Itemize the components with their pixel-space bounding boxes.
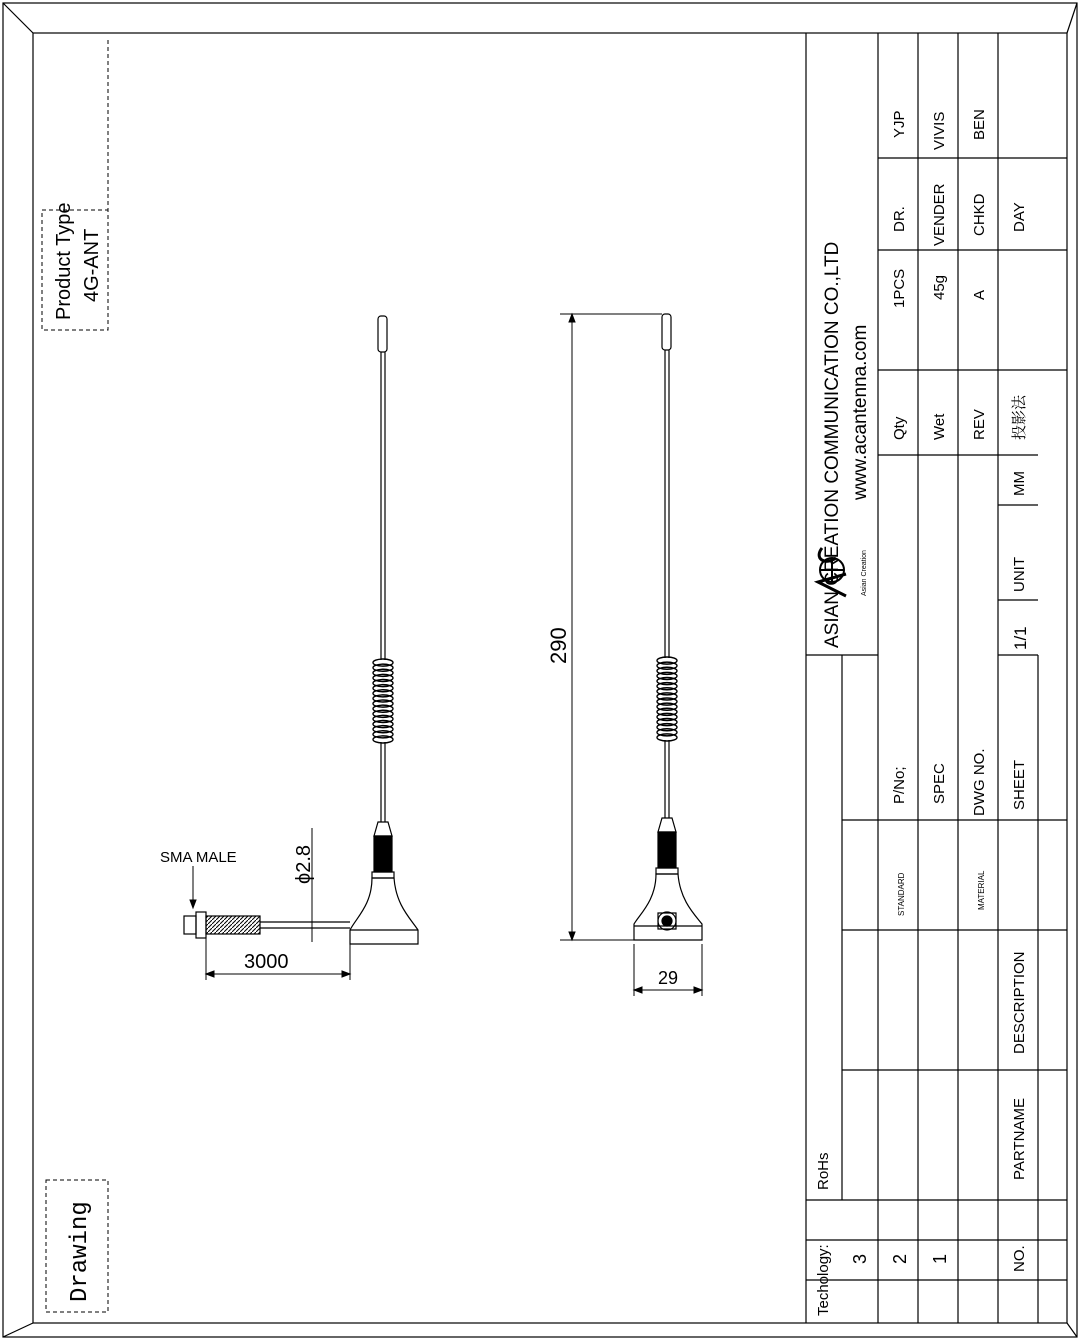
coil-left — [373, 659, 393, 743]
partname-label: PARTNAME — [1011, 1098, 1028, 1180]
dr-label: DR. — [891, 206, 908, 232]
product-type-box — [42, 40, 108, 330]
unit-label: UNIT — [1011, 557, 1028, 592]
connector-label: SMA MALE — [160, 849, 237, 866]
drawing-label: Drawing — [67, 1201, 94, 1302]
projection-label: 投影法 — [1011, 394, 1028, 440]
chkd-label: CHKD — [971, 193, 988, 236]
sheet-frame — [3, 3, 1077, 1337]
coil-turn — [373, 736, 393, 743]
row-2: 2 — [890, 1253, 910, 1264]
techology-value: RoHs — [815, 1152, 832, 1190]
qty-label: Qty — [891, 416, 908, 440]
chkd-value: BEN — [971, 109, 988, 140]
cable-diameter-label: ϕ2.8 — [293, 844, 315, 884]
base-diameter-label: 29 — [658, 968, 679, 988]
rev-value: A — [971, 289, 988, 300]
dr-value: YJP — [891, 110, 908, 138]
dwg-label: DWG NO. — [971, 748, 988, 816]
material-label: MATERIAL — [977, 870, 986, 910]
rev-label: REV — [971, 409, 988, 440]
spec-label: SPEC — [931, 763, 948, 804]
sheet-value: 1/1 — [1011, 626, 1030, 650]
sheet-label: SHEET — [1011, 759, 1028, 810]
vender-value: VIVIS — [931, 111, 948, 150]
day-label: DAY — [1011, 202, 1028, 232]
cable-length-label: 3000 — [244, 951, 289, 973]
product-type-value: 4G-ANT — [81, 228, 103, 302]
product-type-label: Product Type — [53, 202, 75, 320]
coil-right — [657, 657, 677, 741]
vender-label: VENDER — [931, 183, 948, 246]
qty-value: 1PCS — [891, 268, 908, 308]
drawing-label-box — [46, 1180, 108, 1312]
wet-value: 45g — [931, 274, 948, 300]
coil-turn — [657, 734, 677, 741]
right-dimensions — [560, 314, 702, 996]
no-label: NO. — [1011, 1245, 1028, 1272]
techology-label: Techology: — [815, 1244, 832, 1316]
height-label: 290 — [546, 627, 571, 664]
company-name: ASIAN CREATION COMMUNICATION CO.,LTD — [822, 241, 843, 648]
logo-text: Asian Creation — [861, 550, 868, 596]
antenna-front-view — [634, 314, 702, 940]
mm-label: MM — [1011, 471, 1028, 496]
description-label: DESCRIPTION — [1011, 951, 1028, 1054]
standard-label: STANDARD — [897, 872, 906, 916]
row-3: 3 — [850, 1253, 870, 1264]
company-website: www.acantenna.com — [850, 324, 871, 500]
wet-label: Wet — [931, 413, 948, 440]
pno-label: P/No; — [891, 766, 908, 804]
row-1: 1 — [930, 1253, 950, 1264]
